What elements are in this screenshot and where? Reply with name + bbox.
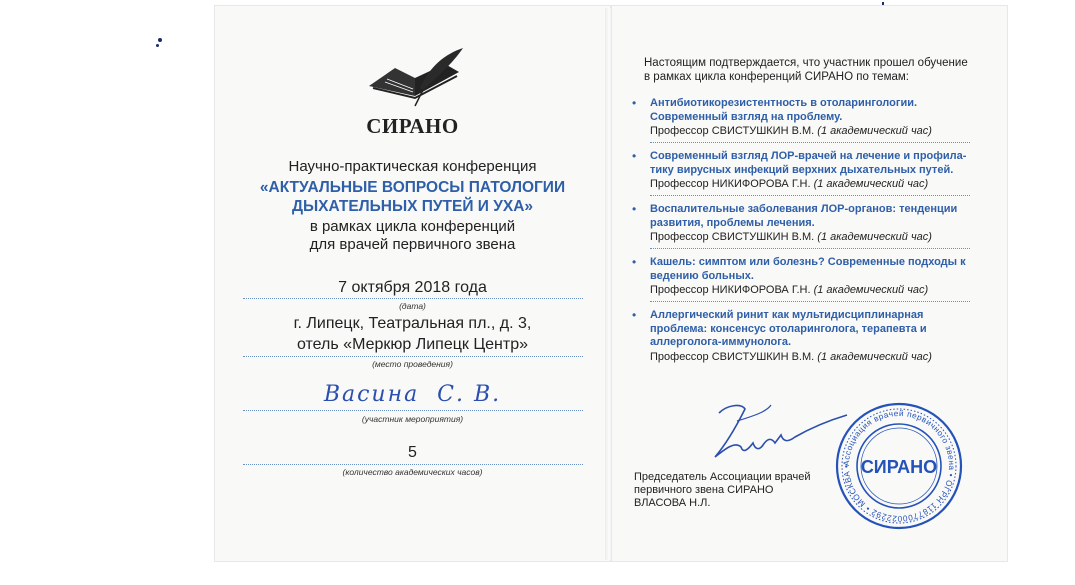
topic-item [632, 97, 972, 138]
topic-item [632, 309, 972, 364]
topic-item [632, 256, 972, 297]
professor-name: Профессор СВИСТУШКИН В.М. [650, 125, 815, 137]
stamp-center-text: СИРАНО [860, 457, 938, 477]
dotted-line [650, 195, 970, 196]
conference-title-line1: «АКТУАЛЬНЫЕ ВОПРОСЫ ПАТОЛОГИИ [259, 179, 566, 196]
dotted-line [243, 464, 583, 465]
topic-hours: (1 академический час) [813, 284, 929, 296]
topic-professor [650, 283, 972, 297]
venue-caption: (место проведения) [372, 359, 453, 369]
topic-title: Аллергический ринит как мультидисциплинарная проблема: консенсус отоларинголога, терапевта и аллерголога-иммунолога. [650, 309, 927, 348]
bullet-icon: • [632, 255, 637, 269]
bullet-icon: • [632, 149, 637, 163]
hours-caption: (количество академических часов) [342, 467, 483, 477]
topic-title: Воспалительные заболевания ЛОР-органов: тенденции развития, проблемы лечения. [650, 203, 958, 229]
topic-item [632, 150, 972, 191]
topic-item [632, 203, 972, 244]
topic-professor [650, 124, 972, 138]
conference-title-line2: ДЫХАТЕЛЬНЫХ ПУТЕЙ И УХА» [291, 198, 534, 215]
topic-hours: (1 академический час) [817, 231, 932, 243]
certificate-left-page [215, 6, 610, 561]
participant-name: Васина С. В. [323, 382, 502, 407]
bullet-icon: • [632, 308, 637, 322]
conference-title [215, 178, 610, 216]
venue-line1: г. Липецк, Театральная пл., д. 3, [293, 315, 532, 332]
professor-name: Профессор НИКИФОРОВА Г.Н. [650, 178, 811, 190]
professor-name: Профессор СВИСТУШКИН В.М. [650, 350, 815, 363]
stamp-ring-text: Ассоциация врачей первичного звена • ОГРН 1187700022292 • МОСКВА • [841, 408, 957, 524]
scan-mark [156, 44, 159, 47]
dotted-line [650, 248, 970, 249]
participant-caption: (участник мероприятия) [361, 414, 464, 424]
topic-hours: (1 академический час) [817, 350, 932, 363]
dotted-line [243, 410, 583, 411]
intro-line2: в рамках цикла конференций СИРАНО по темам: [644, 71, 909, 83]
org-name: СИРАНО [366, 114, 459, 138]
topic-professor [650, 177, 972, 191]
topic-title: Кашель: симптом или болезнь? Современные подходы к ведению больных. [650, 256, 966, 282]
certificate-right-page [612, 6, 1007, 561]
dotted-line [243, 356, 583, 357]
topic-hours: (1 академический час) [813, 178, 929, 190]
dotted-line [243, 298, 583, 299]
topic-title: Современный взгляд ЛОР-врачей на лечение и профила-тику вирусных инфекций верхних дыхательных путей. [650, 150, 967, 176]
professor-name: Профессор СВИСТУШКИН В.М. [650, 231, 815, 243]
topic-professor [650, 230, 972, 244]
chairman-name: ВЛАСОВА Н.Л. [634, 497, 711, 509]
topic-hours: (1 академический час) [817, 125, 932, 137]
book-quill-logo [365, 46, 465, 108]
participant-handwritten-name [215, 382, 610, 407]
scan-mark [158, 38, 162, 42]
cycle-line2: для врачей первичного звена [309, 236, 516, 253]
venue-line2: отель «Меркюр Липецк Центр» [296, 336, 529, 353]
bullet-icon: • [632, 96, 637, 110]
intro-line1: Настоящим подтверждается, что участник прошел обучение [644, 57, 968, 69]
bullet-icon: • [632, 202, 637, 216]
chairman-title-line1: Председатель Ассоциации врачей [634, 471, 811, 483]
topic-professor [650, 350, 972, 364]
chairman-title-line2: первичного звена СИРАНО [634, 484, 774, 496]
round-stamp [834, 401, 964, 531]
conference-type: Научно-практическая конференция [288, 158, 537, 175]
event-date: 7 октября 2018 года [338, 279, 487, 296]
dotted-line [650, 142, 970, 143]
topic-title: Антибиотикорезистентность в отоларингологии. Современный взгляд на проблему. [650, 97, 918, 123]
chairman-block [634, 471, 824, 510]
professor-name: Профессор НИКИФОРОВА Г.Н. [650, 284, 811, 296]
cycle-line1: в рамках цикла конференций [309, 218, 516, 235]
dotted-line [650, 301, 970, 302]
academic-hours: 5 [408, 444, 417, 461]
date-caption: (дата) [399, 301, 426, 311]
signature-image [697, 391, 857, 471]
